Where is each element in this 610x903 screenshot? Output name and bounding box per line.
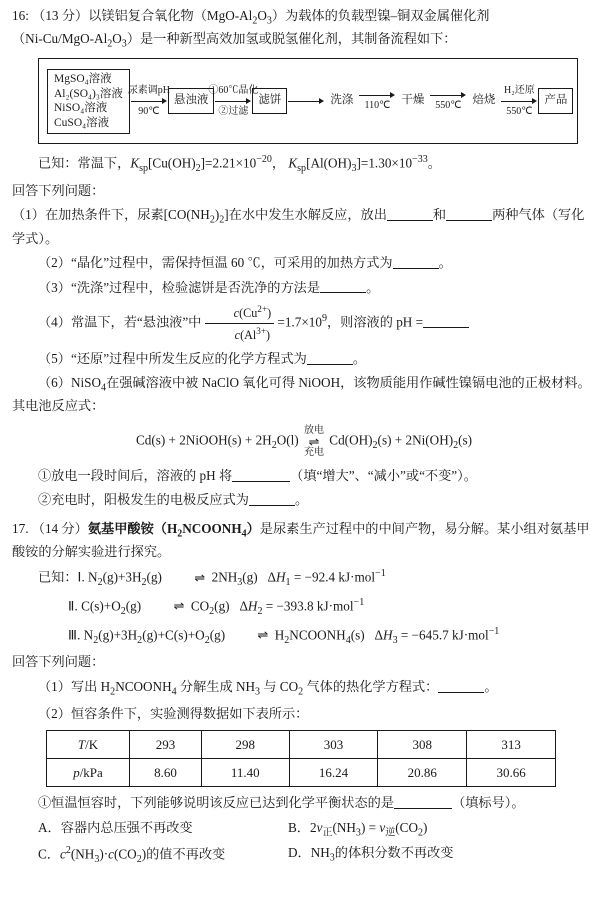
cell-T-3: 303 [289, 731, 378, 759]
answer-blank[interactable] [423, 315, 469, 329]
flow-step-suspension: 悬浊液 [168, 88, 215, 114]
answer-blank[interactable] [438, 679, 484, 693]
reversible-arrow-icon: ⇌ [173, 598, 185, 614]
flow-arrow-5 [429, 91, 467, 112]
flow-arrow-1-top: 尿素调pH [127, 85, 171, 97]
answer-blank[interactable] [387, 208, 433, 222]
answer-blank[interactable] [307, 351, 353, 365]
question-17-stem: 17. （14 分）氨基甲酸铵$(H_2NCOONH_4)$是尿素生产过程中的中间产物，易分解。某小组对氨基甲酸铵的分解实验进行探究。 [12, 520, 590, 559]
question-16-ask: 回答下列问题： [12, 182, 105, 198]
cell-reaction-equation: Cd(s) + 2NiOOH(s) + $2H_2O(l)$ 放电 ⇌ 充电 $Cd(OH)_2(s) + 2Ni(OH)_2(s)$ [135, 424, 473, 458]
solution-3: NiSO₄溶液 [54, 102, 108, 115]
row-header-temperature: T/K [47, 731, 130, 759]
flow-arrow-2-top: ①60℃晶化 [208, 85, 259, 97]
cell-T-4: 308 [378, 731, 467, 759]
cell-p-1: 8.60 [130, 759, 202, 787]
question-17-score: （14 分） [31, 520, 88, 536]
question-16-stem [12, 6, 596, 29]
row-header-pressure: p/kPa [47, 759, 130, 787]
question-16-item-6: （6）NiSO$_4$在强碱溶液中被 NaClO 氧化可得 NiOOH，该物质能用作碱性镍镉电池的正极材料。其电池反应式： [12, 375, 591, 414]
flow-arrow-2 [208, 85, 259, 117]
table-row [47, 759, 556, 787]
cell-p-4: 20.86 [378, 759, 467, 787]
flow-step-product: 产品 [538, 88, 573, 114]
question-17-number: 17. [12, 520, 29, 536]
flow-arrow-1 [127, 85, 171, 117]
question-16-item-5: （5）“还原”过程中所发生反应的化学方程式为 。 [38, 350, 367, 366]
question-16-item-4: （4）常温下，若“悬浊液”中 $\frac{c(Cu^{2+})}{c(Al^{3+})}$ $=1.7\times 10^9$，则溶液的 pH = [12, 302, 596, 345]
experiment-data-table [46, 730, 556, 787]
option-a[interactable]: A．容器内总压强不再改变 [38, 819, 193, 835]
flow-arrow-6 [500, 85, 538, 117]
answer-blank[interactable] [320, 280, 366, 294]
cell-T-2: 298 [201, 731, 289, 759]
arrow-line-icon [430, 91, 466, 100]
question-16-sub-2: ②充电时，阳极发生的电极反应式为 。 [38, 492, 309, 508]
flow-arrow-6-top: H₂还原 [504, 85, 535, 97]
flow-arrow-4 [358, 91, 396, 112]
question-17-sub-1: ①恒温恒容时，下列能够说明该反应已达到化学平衡状态的是 （填标号）。 [38, 795, 525, 811]
question-17 [12, 519, 596, 868]
question-16-known: 已知：常温下，$K_{sp}[Cu(OH)_2]=2.21\times 10^{-20}$， $K_{sp}[Al(OH)_3]=1.30\times 10^{-33}$。 [38, 154, 441, 175]
question-16 [12, 6, 596, 511]
cell-T-1: 293 [130, 731, 202, 759]
answer-blank[interactable] [394, 796, 452, 810]
solution-2: Al₂(SO₄)₃溶液 [54, 87, 123, 100]
reversible-arrow-icon: 放电 ⇌ 充电 [304, 424, 324, 458]
arrow-line-icon [359, 91, 395, 100]
question-16-stem-text-2: $(Ni-Cu/MgO-Al_2O_3)$是一种新型高效加氢或脱氢催化剂，其制备流程如下： [12, 31, 457, 50]
answer-blank[interactable] [249, 493, 295, 507]
answer-blank[interactable] [446, 208, 492, 222]
flow-step-dry: 干燥 [401, 94, 425, 107]
option-b[interactable]: B．$2v_正(NH_3) = v_逆(CO_2)$ [288, 819, 428, 839]
flow-step-calcine: 焙烧 [472, 94, 496, 107]
flow-arrow-6-bot: 550℃ [506, 105, 533, 117]
question-16-sub-1: ①放电一段时间后，溶液的 pH 将 （填“增大”、“减小”或“不变”）。 [38, 467, 477, 483]
question-17-known-label: 已知：Ⅰ. $N_2(g)+3H_2(g)$ ⇌ $2NH_3(g) \Delta H_1 = -92.4$ kJ·mol$^{-1}$ [38, 568, 386, 589]
question-17-item-1: （1）写出 $H_2NCOONH_4$ 分解生成 $NH_3$ 与 $CO_2$ 气体的热化学方程式： 。 [38, 678, 498, 698]
question-17-known-3: Ⅲ. $N_2(g)+3H_2(g)+C(s)+O_2(g)$ ⇌ $H_2NCOONH_4(s) \Delta H_3 = -645.7$ kJ·mol$^{-1}$ [68, 625, 500, 646]
reversible-arrow-icon: ⇌ [257, 626, 269, 642]
question-16-number: 16: [12, 8, 29, 23]
cell-T-5: 313 [467, 731, 556, 759]
solution-1: MgSO₄溶液 [54, 72, 112, 85]
question-16-item-2: （2）“晶化”过程中，需保持恒温 60 ℃，可采用的加热方式为 。 [38, 255, 452, 271]
question-16-item-1: （1）在加热条件下，尿素$[CO(NH_2)_2]$在水中发生水解反应，放出 和 两种气体（写化学式）。 [12, 207, 585, 246]
flow-arrow-5-bot: 550℃ [435, 100, 462, 112]
raw-solutions-box [47, 69, 130, 134]
question-16-score: （13 分） [32, 8, 89, 23]
flow-step-filtercake: 滤饼 [252, 88, 287, 114]
cell-p-5: 30.66 [467, 759, 556, 787]
answer-blank[interactable] [232, 468, 290, 482]
solution-4: CuSO₄溶液 [54, 117, 110, 130]
question-17-ask: 回答下列问题： [12, 654, 105, 670]
arrow-line-icon [501, 97, 537, 106]
option-c[interactable]: C．$c^2(NH_3)\cdot c(CO_2)$的值不再改变 [38, 844, 226, 865]
cell-p-2: 11.40 [201, 759, 289, 787]
flow-step-wash: 洗涤 [330, 94, 354, 107]
question-17-known-2: Ⅱ. $C(s)+O_2(g)$ ⇌ $CO_2(g) \Delta H_2 = -393.8$ kJ·mol$^{-1}$ [68, 596, 365, 617]
cell-p-3: 16.24 [289, 759, 378, 787]
flow-arrow-1-bot: 90℃ [138, 105, 160, 117]
flow-arrow-3 [287, 97, 325, 106]
arrow-line-icon [215, 97, 251, 106]
reversible-arrow-icon: ⇌ [194, 569, 206, 585]
arrow-line-icon [288, 97, 324, 106]
table-row [47, 731, 556, 759]
flow-arrow-2-bot: ②过滤 [218, 105, 249, 117]
question-16-item-3: （3）“洗涤”过程中，检验滤饼是否洗净的方法是 。 [38, 279, 380, 295]
answer-blank[interactable] [393, 255, 439, 269]
options-row-2 [38, 843, 596, 868]
option-d[interactable]: D．$NH_3$的体积分数不再改变 [288, 844, 454, 864]
question-16-stem-text: 以镁铝复合氧化物$(MgO-Al_2O_3)$为载体的负载型镍–铜双金属催化剂 [88, 8, 490, 27]
preparation-flow-diagram [38, 58, 578, 144]
question-17-item-2: （2）恒容条件下，实验测得数据如下表所示： [38, 705, 309, 721]
flow-arrow-4-bot: 110℃ [364, 100, 391, 112]
options-row-1 [38, 818, 596, 841]
concentration-ratio: $\frac{c(Cu^{2+})}{c(Al^{3+})}$ [205, 302, 274, 345]
arrow-line-icon [131, 97, 167, 106]
